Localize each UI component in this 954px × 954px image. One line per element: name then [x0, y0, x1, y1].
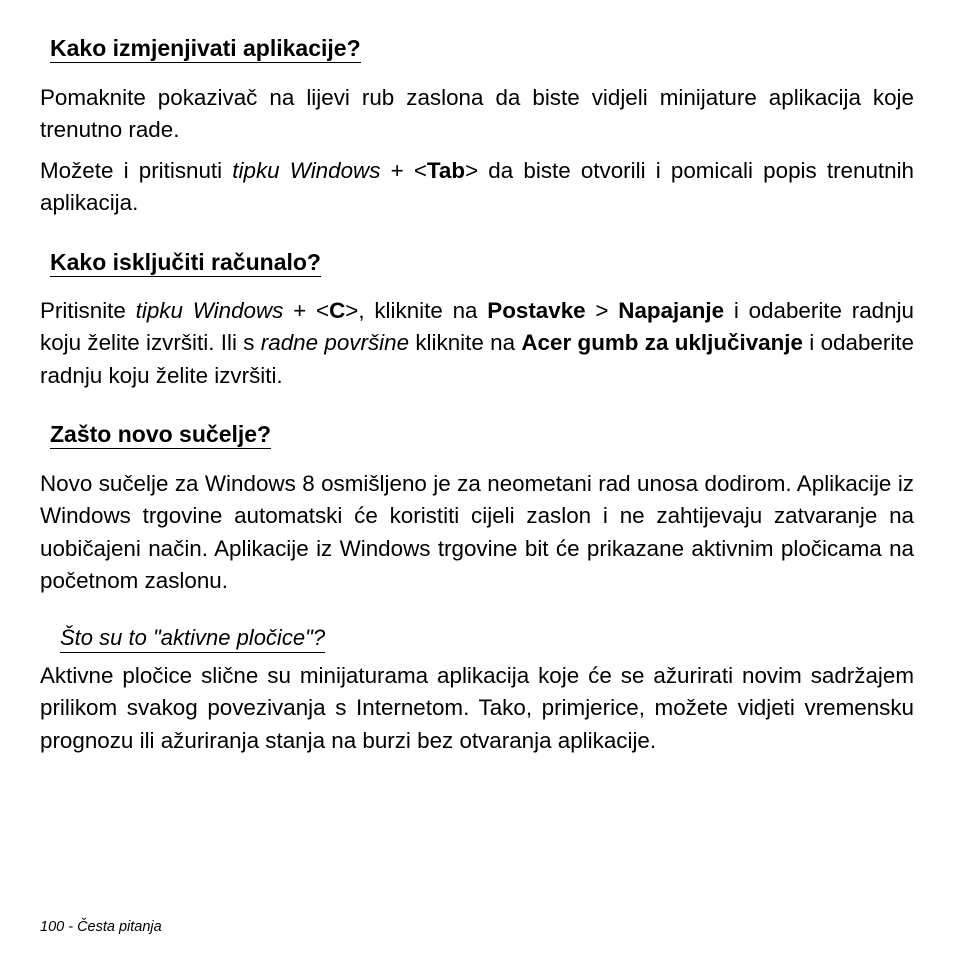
- key-name-italic: tipku Windows: [232, 158, 381, 183]
- text: >: [585, 298, 619, 323]
- text: + <: [283, 298, 330, 323]
- settings-term: Postavke: [487, 298, 586, 323]
- paragraph-switch-apps-2: [40, 155, 914, 220]
- heading-why-new-interface: Zašto novo sučelje?: [50, 421, 272, 447]
- paragraph-shutdown: [40, 295, 914, 392]
- text: Pritisnite: [40, 298, 136, 323]
- heading-live-tiles: Što su to "aktivne pločice"?: [60, 624, 325, 653]
- desktop-term-italic: radne površine: [260, 330, 410, 356]
- text: > da biste otvorili i pomicali popis trenutnih aplikacija.: [40, 158, 915, 216]
- paragraph-switch-apps-1: Pomaknite pokazivač na lijevi rub zaslona da biste vidjeli minijature aplikacija koje trenutno rade.: [40, 85, 914, 143]
- heading-switch-apps: Kako izmjenjivati aplikacije?: [50, 35, 361, 61]
- power-term: Napajanje: [618, 298, 725, 323]
- text: i odaberite radnju koju želite izvršiti.: [40, 330, 914, 388]
- key-name-italic: tipku Windows: [135, 298, 284, 323]
- paragraph-live-tiles: Aktivne pločice slične su minijaturama aplikacija koje će se ažurirati novim sadržajem prilikom svakog povezivanja s Internetom. Tako, primjerice, možete vidjeti vremensku prognozu ili ažuriranja stanja na burzi bez otvaranja aplikacije.: [40, 663, 914, 753]
- paragraph-why-new-interface: Novo sučelje za Windows 8 osmišljeno je za neometani rad unosa dodirom. Aplikacije iz Windows trgovine automatski će koristiti cijeli zaslon i ne zahtijevaju zatvaranje na uobičajeni način. Aplikacije iz Windows trgovine bit će prikazane aktivnim pločicama na početnom zaslonu.: [40, 471, 914, 593]
- text: + <: [380, 158, 427, 183]
- text: Možete i pritisnuti: [40, 158, 233, 183]
- page-footer: 100 - Česta pitanja: [40, 919, 162, 935]
- key-c: C: [329, 298, 346, 323]
- key-tab: Tab: [426, 158, 466, 183]
- text: kliknite na: [409, 330, 522, 356]
- heading-shutdown: Kako isključiti računalo?: [50, 249, 321, 275]
- text: >, kliknite na: [345, 298, 488, 323]
- acer-power-button-term: Acer gumb za uključivanje: [521, 330, 803, 356]
- text: i odaberite radnju koju želite izvršiti. Ili s: [40, 298, 915, 356]
